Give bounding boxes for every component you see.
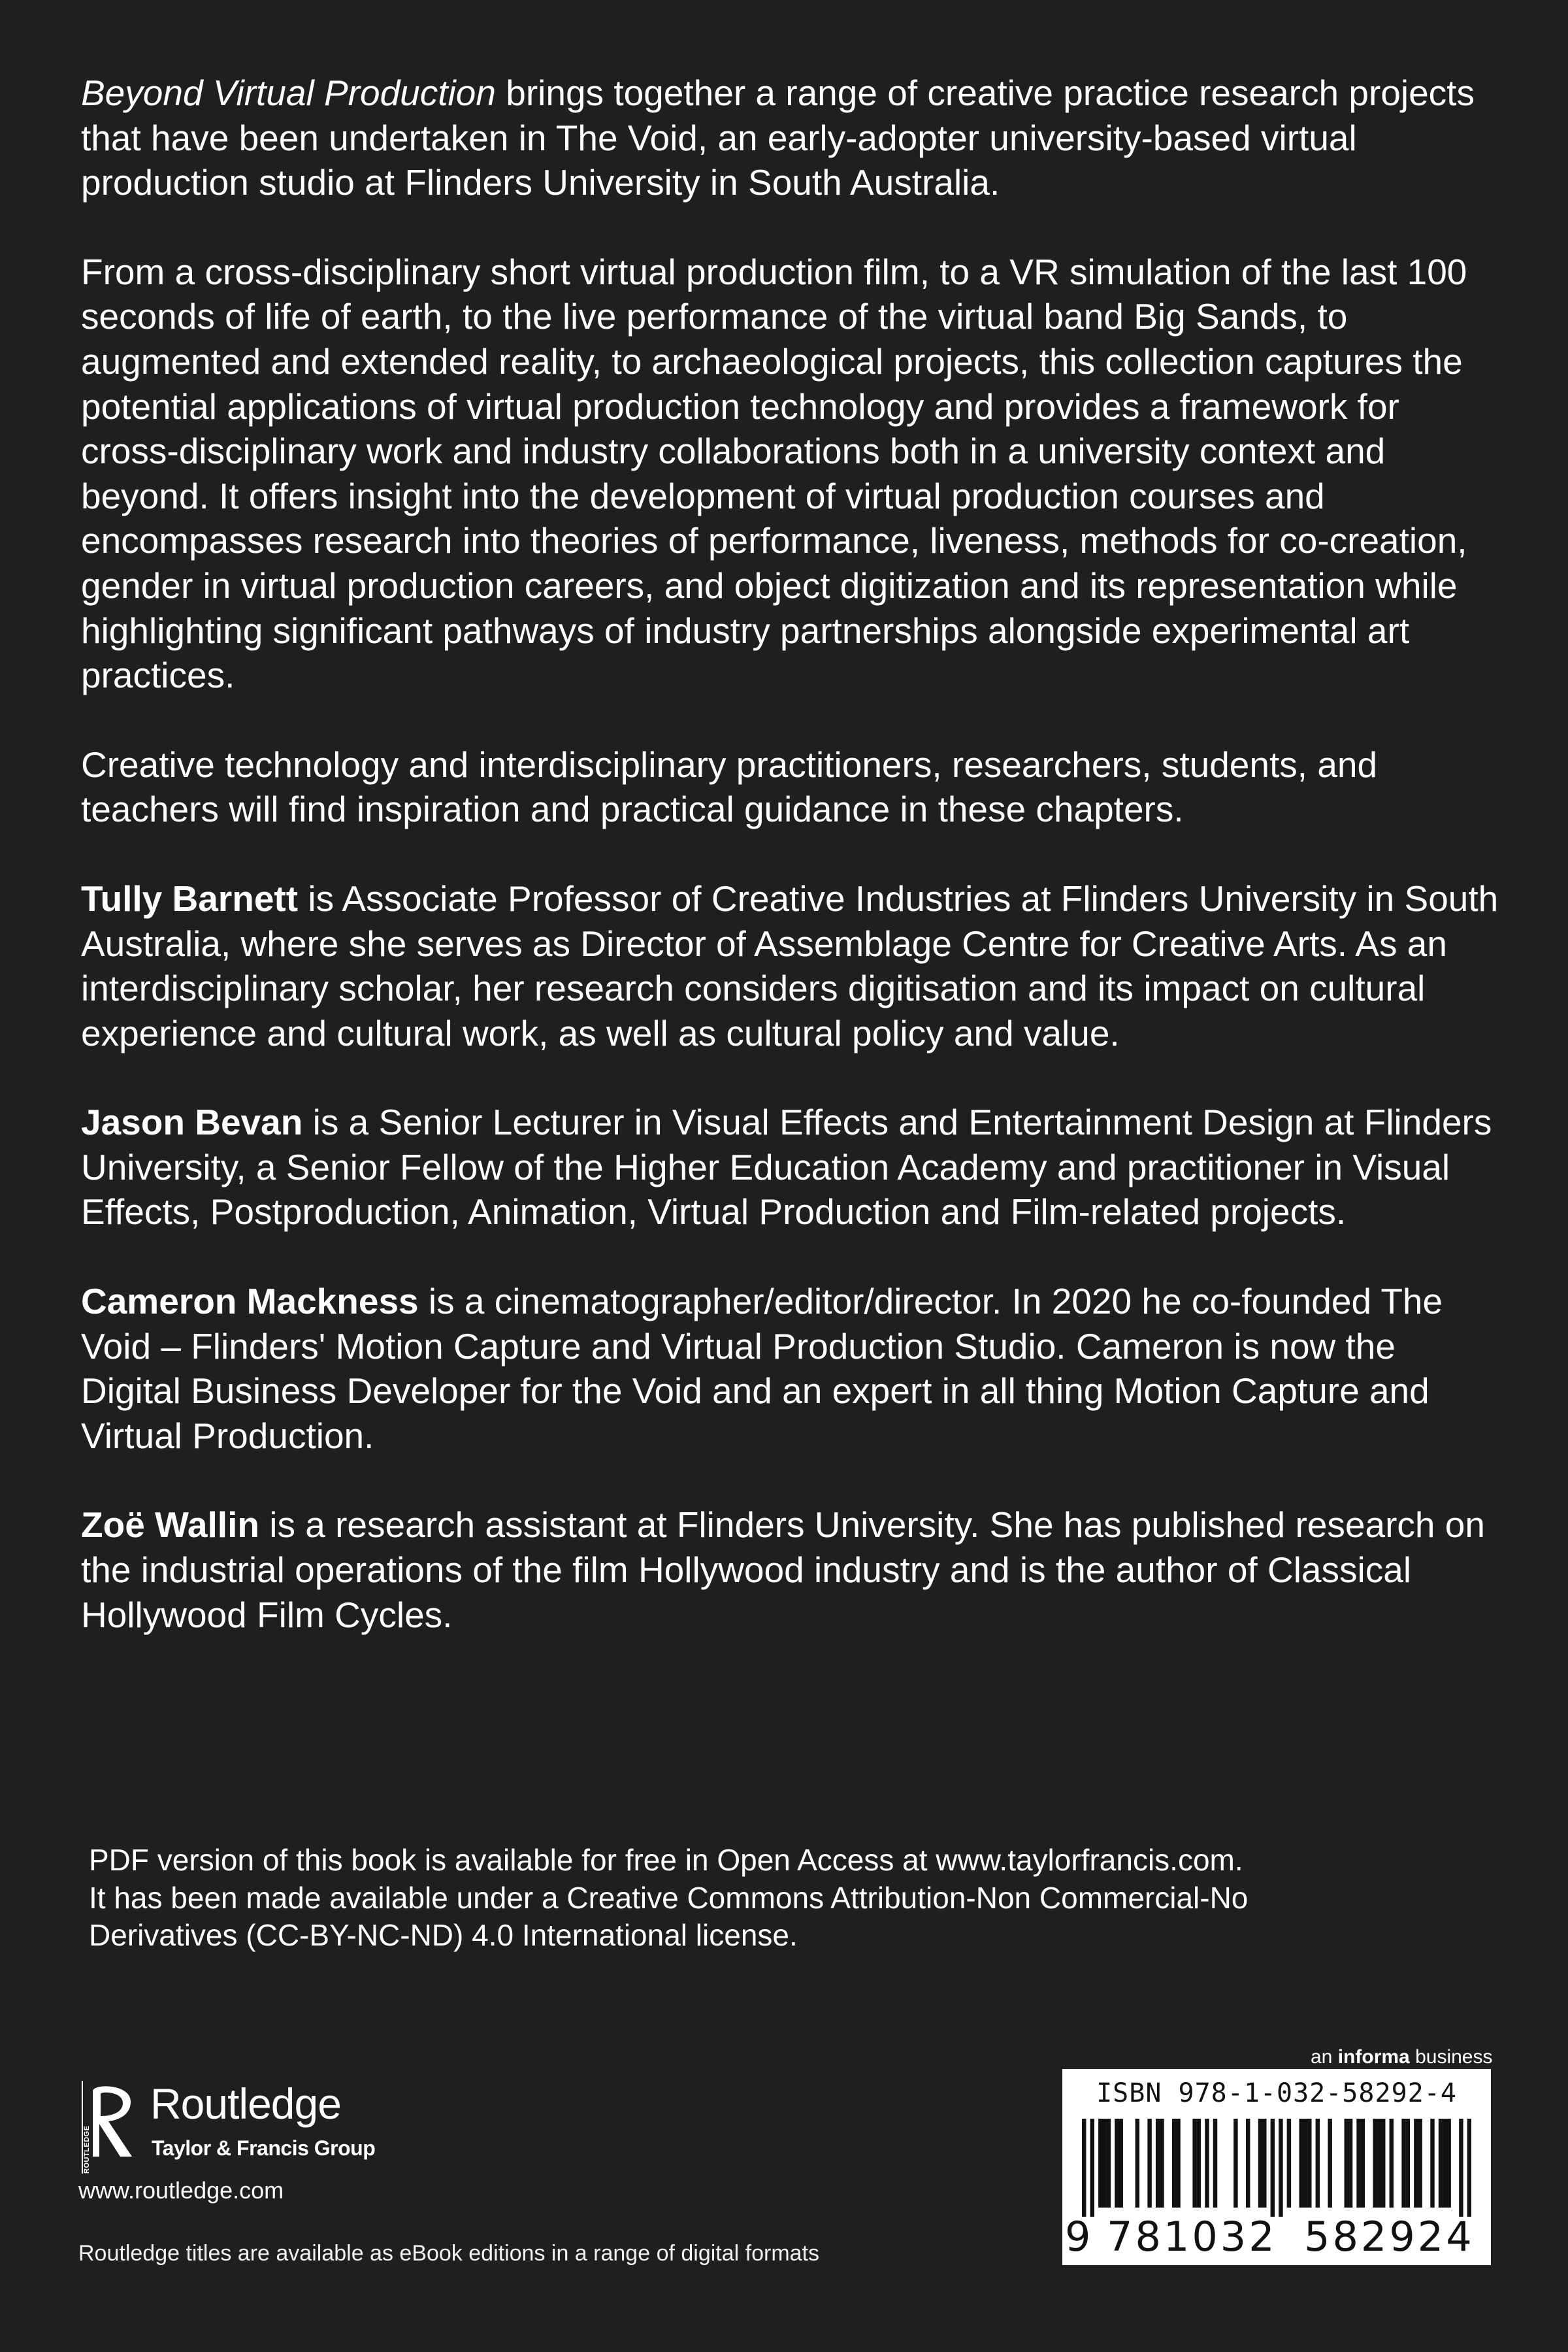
barcode-bar-9 <box>1156 2119 1160 2208</box>
barcode-bar-28 <box>1328 2119 1331 2208</box>
barcode-digit-first: 9 <box>1065 2213 1091 2261</box>
barcode-bar-19 <box>1258 2119 1262 2208</box>
barcode-bar-7 <box>1135 2119 1139 2208</box>
informa-business-label <box>1311 2046 1492 2069</box>
isbn-barcode <box>1062 2069 1491 2265</box>
blurb-paragraph-3: Creative technology and interdisciplinary practitioners, researchers, students, and teachers will find inspiration and practical guidance in these chapters. <box>81 744 1378 830</box>
barcode-bar-21 <box>1271 2119 1275 2217</box>
barcode-bar-22 <box>1279 2119 1282 2217</box>
barcode-bar-3 <box>1102 2119 1106 2208</box>
barcode-bar-29 <box>1345 2119 1348 2208</box>
open-access-line-1: PDF version of this book is available for free in Open Access at www.taylorfrancis.com. <box>89 1843 1243 1877</box>
barcode-bar-24 <box>1299 2119 1303 2208</box>
routledge-logo <box>73 2078 426 2176</box>
barcode-bar-8 <box>1147 2119 1151 2208</box>
barcode-bar-31 <box>1356 2119 1360 2208</box>
open-access-line-3: Derivatives (CC-BY-NC-ND) 4.0 International license. <box>89 1918 798 1953</box>
barcode-bar-10 <box>1160 2119 1164 2208</box>
publisher-url[interactable]: www.routledge.com <box>78 2177 284 2204</box>
barcode-bar-5 <box>1115 2119 1119 2208</box>
barcode-bar-16 <box>1213 2119 1217 2208</box>
barcode-bar-41 <box>1430 2119 1434 2208</box>
barcode-bar-2 <box>1098 2119 1102 2208</box>
barcode-digits-right: 582924 <box>1304 2213 1475 2261</box>
isbn-label: ISBN 978-1-032-58292-4 <box>1096 2078 1457 2108</box>
barcode-bar-1 <box>1090 2119 1094 2217</box>
blurb-intro <box>81 71 1505 205</box>
author-bio: is Associate Professor of Creative Industries at Flinders University in South Australia, where she serves as Director of Assemblage Centre for Creative Arts. As an interdisciplinary scholar, her research considers digitisation and its impact on cultural experience and cultural work, as well as cultural policy and value. <box>81 878 1499 1053</box>
barcode-bar-20 <box>1262 2119 1266 2208</box>
barcode-bar-14 <box>1197 2119 1201 2208</box>
barcode-bar-37 <box>1401 2119 1405 2208</box>
open-access-line-2: It has been made available under a Creative Commons Attribution-Non Commercial-No <box>89 1880 1249 1915</box>
routledge-spine-text: ROUTLEDGE <box>83 2125 91 2174</box>
barcode-bar-45 <box>1459 2119 1463 2217</box>
barcode-bar-43 <box>1443 2119 1446 2208</box>
barcode-bar-13 <box>1192 2119 1196 2208</box>
barcode-bars <box>1082 2119 1471 2217</box>
open-access-notice <box>89 1842 1396 1955</box>
book-title: Beyond Virtual Production <box>81 73 496 113</box>
blurb-paragraph-2: From a cross-disciplinary short virtual production film, to a VR simulation of the last 100 seconds of life of earth, to the live performance of the virtual band Big Sands, to augmented and extended reality, to archaeological projects, this collection captures the potential applications of virtual production technology and provides a framework for cross-disciplinary work and industry collaborations both in a university context and beyond. It offers insight into the development of virtual production courses and encompasses research into theories of performance, liveness, methods for co-creation, gender in virtual production careers, and object digitization and its representation while highlighting significant pathways of industry partnerships alongside experimental art practices. <box>81 251 1467 696</box>
barcode-digits-left: 781032 <box>1107 2213 1277 2261</box>
barcode-bar-6 <box>1119 2119 1122 2208</box>
barcode-bar-38 <box>1406 2119 1410 2208</box>
barcode-bar-44 <box>1446 2119 1450 2208</box>
barcode-bar-26 <box>1307 2119 1311 2208</box>
barcode-bar-27 <box>1316 2119 1320 2208</box>
barcode-bar-36 <box>1390 2119 1394 2208</box>
barcode-bar-39 <box>1414 2119 1418 2208</box>
publisher-group: Taylor & Francis Group <box>152 2136 376 2160</box>
barcode-bar-35 <box>1381 2119 1385 2208</box>
barcode-bar-23 <box>1287 2119 1291 2208</box>
barcode-bar-12 <box>1176 2119 1180 2208</box>
author-name: Tully Barnett <box>81 878 299 919</box>
author-bio-wallin <box>81 1502 1505 1637</box>
informa-suffix: business <box>1409 2046 1493 2068</box>
barcode-bar-32 <box>1361 2119 1365 2208</box>
barcode-bar-46 <box>1467 2119 1471 2217</box>
author-bio-bevan <box>81 1100 1505 1234</box>
barcode-bar-25 <box>1303 2119 1307 2208</box>
barcode-bar-18 <box>1246 2119 1250 2208</box>
informa-prefix: an <box>1311 2046 1338 2068</box>
barcode-bar-33 <box>1373 2119 1377 2208</box>
author-bio: is a research assistant at Flinders University. She has published research on the industrial operations of the film Hollywood industry and is the author of Classical Hollywood Film Cycles. <box>81 1504 1485 1635</box>
author-bio-mackness <box>81 1279 1505 1458</box>
author-bio: is a cinematographer/editor/director. In 2020 he co-founded The Void – Flinders' Motion Capture and Virtual Production Studio. Cameron is now the Digital Business Developer for the Void and an expert in all thing Motion Capture and Virtual Production. <box>81 1281 1443 1456</box>
intro-text: brings together a range of creative practice research projects that have been undertaken in The Void, an early-adopter university-based virtual production studio at Flinders University in South Australia. <box>81 73 1475 203</box>
barcode-bar-30 <box>1348 2119 1352 2208</box>
barcode-bar-11 <box>1172 2119 1176 2208</box>
blurb <box>81 71 1505 1681</box>
author-name: Zoë Wallin <box>81 1504 259 1546</box>
barcode-bar-17 <box>1233 2119 1237 2208</box>
informa-word: informa <box>1337 2046 1410 2068</box>
barcode-bar-42 <box>1439 2119 1443 2208</box>
barcode-bar-40 <box>1418 2119 1422 2208</box>
author-bio: is a Senior Lecturer in Visual Effects and Entertainment Design at Flinders University, a Senior Fellow of the Higher Education Academy and practitioner in Visual Effects, Postproduction, Animation, Virtual Production and Film-related projects. <box>81 1102 1492 1233</box>
author-name: Jason Bevan <box>81 1102 303 1143</box>
barcode-bar-15 <box>1205 2119 1209 2208</box>
barcode-bar-34 <box>1377 2119 1381 2208</box>
barcode-bar-4 <box>1107 2119 1111 2208</box>
publisher-name: Routledge <box>150 2079 341 2128</box>
ebook-note: Routledge titles are available as eBook editions in a range of digital formats <box>78 2241 820 2266</box>
barcode-bar-0 <box>1082 2119 1086 2217</box>
author-name: Cameron Mackness <box>81 1281 419 1322</box>
routledge-spine-logo-icon <box>73 2078 145 2176</box>
author-bio-barnett <box>81 876 1505 1055</box>
